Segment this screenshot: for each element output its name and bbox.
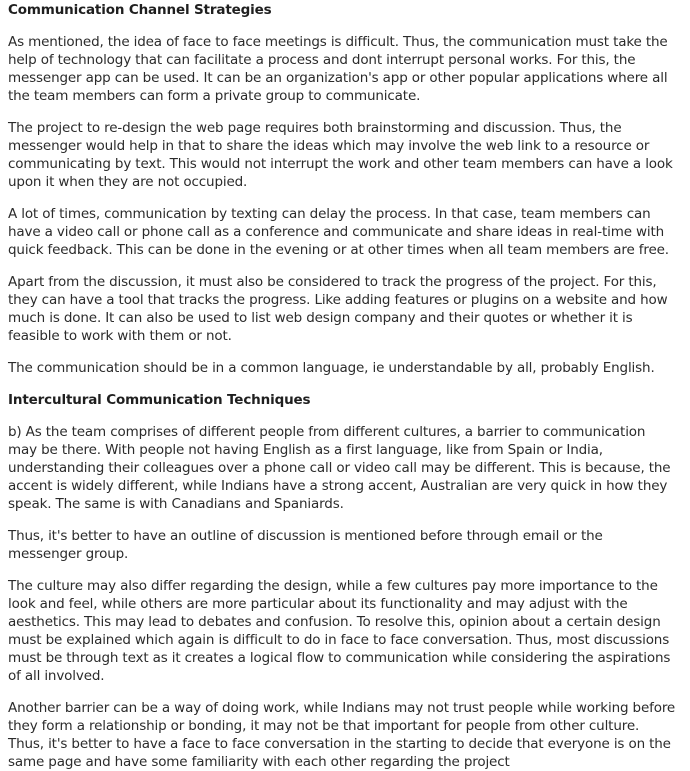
- paragraph: Apart from the discussion, it must also be considered to track the progress of the project. For this, they can have a tool that tracks the progress. Like adding features or plugins on a website and how much is done. It can also be used to list web design company and their quotes or whether it is feasible to work with them or not.: [8, 274, 668, 344]
- section-heading-communication-channel-strategies: Communication Channel Strategies: [8, 2, 272, 18]
- paragraph: b) As the team comprises of different people from different cultures, a barrier to communication may be there. With people not having English as a first language, like from Spain or India, understanding their colleagues over a phone call or video call may be different. This is because, the accent is widely different, while Indians have a strong accent, Australian are very quick in how they speak. The same is with Canadians and Spaniards.: [8, 424, 671, 512]
- section-heading-intercultural-communication-techniques: Intercultural Communication Techniques: [8, 392, 311, 408]
- paragraph: The communication should be in a common language, ie understandable by all, probably English.: [8, 360, 655, 376]
- paragraph: Thus, it's better to have an outline of discussion is mentioned before through email or the messenger group.: [8, 528, 603, 562]
- paragraph: Another barrier can be a way of doing work, while Indians may not trust people while working before they form a relationship or bonding, it may not be that important for people from other culture. Thus, it's better to have a face to face conversation in the starting to decide that everyone is on the same page and have some familiarity with each other regarding the project: [8, 700, 676, 770]
- paragraph: A lot of times, communication by texting can delay the process. In that case, team members can have a video call or phone call as a conference and communicate and share ideas in real-time with quick feedback. This can be done in the evening or at other times when all team members are free.: [8, 206, 669, 258]
- document: [0, 1, 690, 771]
- paragraph: As mentioned, the idea of face to face meetings is difficult. Thus, the communication must take the help of technology that can facilitate a process and dont interrupt personal works. For this, the messenger app can be used. It can be an organization's app or other popular applications where all the team members can form a private group to communicate.: [8, 34, 668, 104]
- paragraph: The project to re-design the web page requires both brainstorming and discussion. Thus, the messenger would help in that to share the ideas which may involve the web link to a resource or communicating by text. This would not interrupt the work and other team members can have a look upon it when they are not occupied.: [8, 120, 673, 190]
- paragraph: The culture may also differ regarding the design, while a few cultures pay more importance to the look and feel, while others are more particular about its functionality and may adjust with the aesthetics. This may lead to debates and confusion. To resolve this, opinion about a certain design must be explained which again is difficult to do in face to face conversation. Thus, most discussions must be through text as it creates a logical flow to communication while considering the aspirations of all involved.: [8, 578, 671, 684]
